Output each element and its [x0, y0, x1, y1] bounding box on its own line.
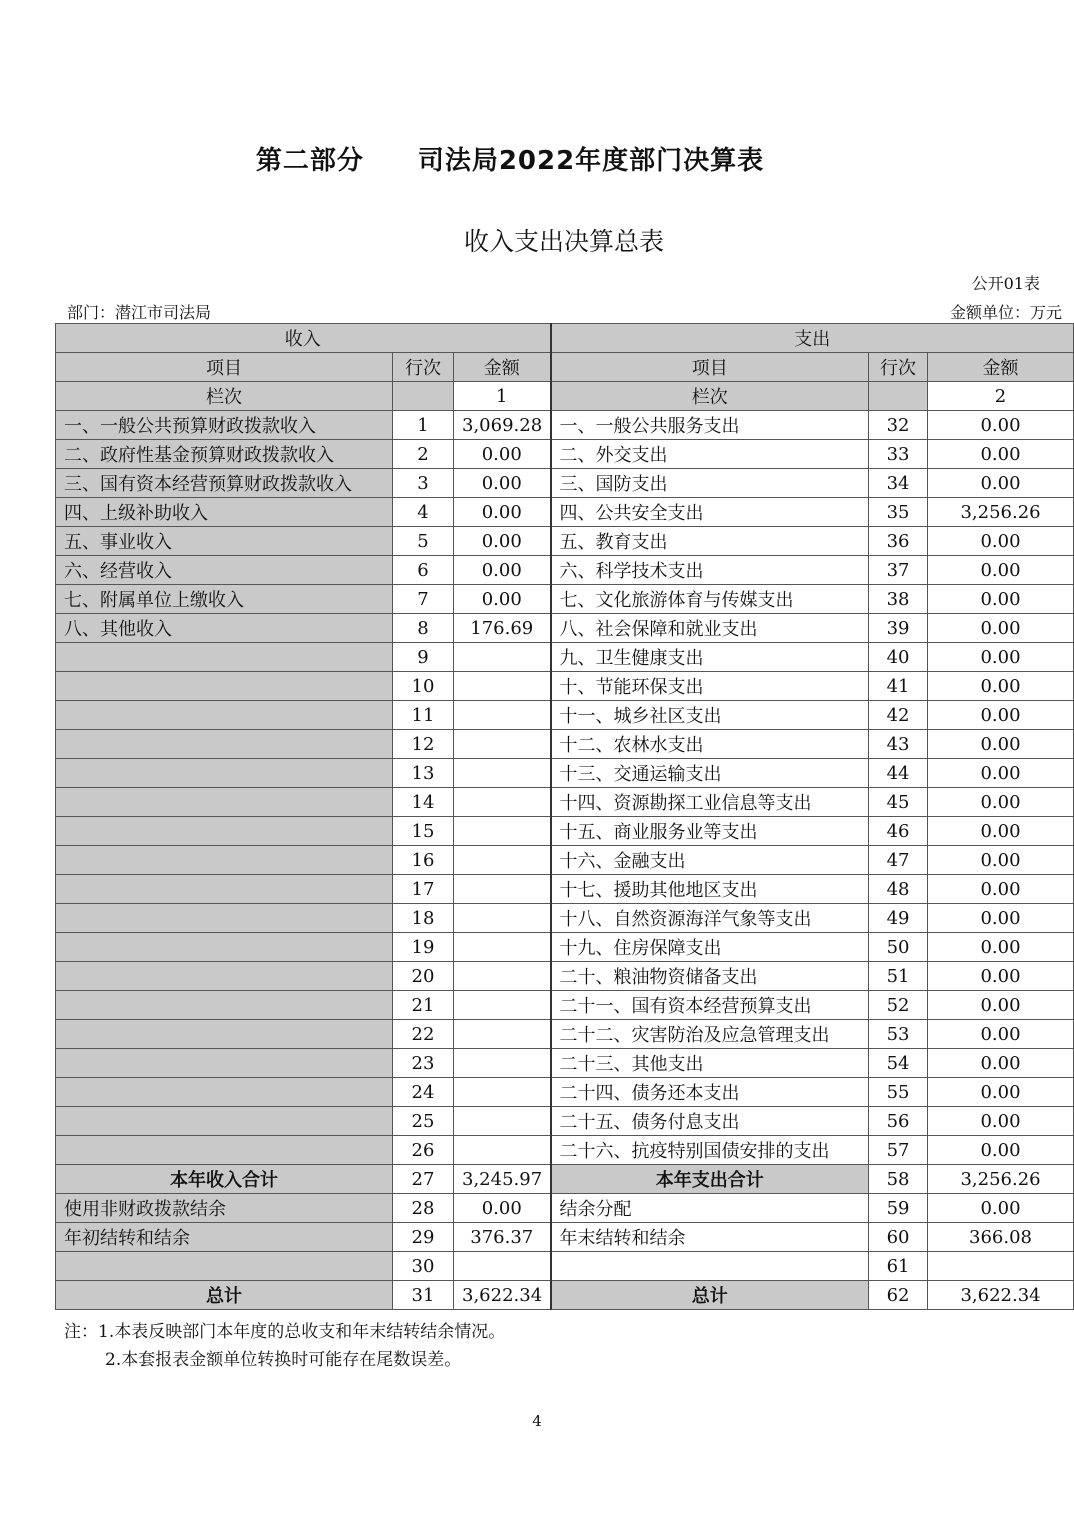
- income-item: [56, 1107, 393, 1136]
- income-item: [56, 701, 393, 730]
- income-amount: [454, 991, 551, 1020]
- expense-amount: 0.00: [928, 846, 1074, 875]
- expense-line: 35: [869, 498, 928, 527]
- expense-line: 62: [869, 1281, 928, 1310]
- expense-item: 本年支出合计: [551, 1165, 869, 1194]
- income-item: [56, 730, 393, 759]
- income-item: [56, 991, 393, 1020]
- income-line: 16: [393, 846, 454, 875]
- expense-item: 十一、城乡社区支出: [551, 701, 869, 730]
- expense-item: 二十四、债务还本支出: [551, 1078, 869, 1107]
- income-amount: 3,622.34: [454, 1281, 551, 1310]
- income-amount: [454, 846, 551, 875]
- income-item: [56, 1049, 393, 1078]
- expense-line: 33: [869, 440, 928, 469]
- income-line: 10: [393, 672, 454, 701]
- income-item: [56, 875, 393, 904]
- expense-line: 34: [869, 469, 928, 498]
- income-amount: [454, 1078, 551, 1107]
- income-line: 24: [393, 1078, 454, 1107]
- expense-item: 三、国防支出: [551, 469, 869, 498]
- table-row: [56, 585, 1074, 614]
- income-item: 总计: [56, 1281, 393, 1310]
- income-amount: [454, 730, 551, 759]
- expense-item: 结余分配: [551, 1194, 869, 1223]
- expense-line: 44: [869, 759, 928, 788]
- income-line-header: 行次: [393, 353, 454, 382]
- income-line: 14: [393, 788, 454, 817]
- expense-line: 53: [869, 1020, 928, 1049]
- department-label: 部门：潜江市司法局: [67, 303, 212, 322]
- expense-amount: [928, 1252, 1074, 1281]
- income-amount: 0.00: [454, 556, 551, 585]
- expense-amount: 0.00: [928, 1049, 1074, 1078]
- expense-line: 58: [869, 1165, 928, 1194]
- income-column-line: [393, 382, 454, 411]
- table-row: [56, 933, 1074, 962]
- table-row: [56, 904, 1074, 933]
- table-row: [56, 498, 1074, 527]
- expense-line: 50: [869, 933, 928, 962]
- expense-line: 36: [869, 527, 928, 556]
- expense-line: 61: [869, 1252, 928, 1281]
- expense-item: 十三、交通运输支出: [551, 759, 869, 788]
- note-1: 注：1.本表反映部门本年度的总收支和年末结转结余情况。: [64, 1322, 506, 1342]
- income-line: 1: [393, 411, 454, 440]
- table-row: [56, 411, 1074, 440]
- section-header-row: [56, 324, 1074, 353]
- table-row: [56, 440, 1074, 469]
- expense-amount: 3,256.26: [928, 498, 1074, 527]
- table-row: [56, 614, 1074, 643]
- table-row: [56, 1078, 1074, 1107]
- expense-amount: 0.00: [928, 991, 1074, 1020]
- income-item: 四、上级补助收入: [56, 498, 393, 527]
- table-row: [56, 1136, 1074, 1165]
- table-row: [56, 643, 1074, 672]
- income-line: 8: [393, 614, 454, 643]
- form-number: 公开01表: [971, 274, 1040, 293]
- income-item: 七、附属单位上缴收入: [56, 585, 393, 614]
- expense-line: 51: [869, 962, 928, 991]
- expense-amount: 366.08: [928, 1223, 1074, 1252]
- income-amount: 0.00: [454, 440, 551, 469]
- income-amount: [454, 1020, 551, 1049]
- expense-column-label: 栏次: [551, 382, 869, 411]
- income-amount: 0.00: [454, 498, 551, 527]
- expense-line: 49: [869, 904, 928, 933]
- income-column-number: 1: [454, 382, 551, 411]
- income-item: [56, 788, 393, 817]
- expense-item: 四、公共安全支出: [551, 498, 869, 527]
- income-item: 五、事业收入: [56, 527, 393, 556]
- table-row: [56, 788, 1074, 817]
- expense-amount: 0.00: [928, 1107, 1074, 1136]
- expense-line: 40: [869, 643, 928, 672]
- expense-line: 60: [869, 1223, 928, 1252]
- expense-item: 十二、农林水支出: [551, 730, 869, 759]
- table-row: [56, 730, 1074, 759]
- income-item: 本年收入合计: [56, 1165, 393, 1194]
- income-item: 年初结转和结余: [56, 1223, 393, 1252]
- income-line: 21: [393, 991, 454, 1020]
- note-2: 2.本套报表金额单位转换时可能存在尾数误差。: [105, 1350, 462, 1370]
- expense-line: 38: [869, 585, 928, 614]
- expense-item: 总计: [551, 1281, 869, 1310]
- expense-amount: 0.00: [928, 962, 1074, 991]
- expense-amount: 0.00: [928, 1020, 1074, 1049]
- income-amount: 176.69: [454, 614, 551, 643]
- income-amount: 0.00: [454, 469, 551, 498]
- expense-column-line: [869, 382, 928, 411]
- income-line: 6: [393, 556, 454, 585]
- expense-amount: 0.00: [928, 411, 1074, 440]
- income-line: 15: [393, 817, 454, 846]
- income-amount: 0.00: [454, 585, 551, 614]
- expense-item: 二十五、债务付息支出: [551, 1107, 869, 1136]
- income-line: 13: [393, 759, 454, 788]
- table-row: [56, 875, 1074, 904]
- grand-total-row: [56, 1281, 1074, 1310]
- income-item: [56, 933, 393, 962]
- income-line: 18: [393, 904, 454, 933]
- income-amount: [454, 875, 551, 904]
- table-row: [56, 701, 1074, 730]
- expense-item: 十八、自然资源海洋气象等支出: [551, 904, 869, 933]
- income-item: 八、其他收入: [56, 614, 393, 643]
- table-row: [56, 1223, 1074, 1252]
- expense-item: 十七、援助其他地区支出: [551, 875, 869, 904]
- expense-header: 支出: [551, 324, 1074, 353]
- income-item: [56, 1252, 393, 1281]
- income-item: 六、经营收入: [56, 556, 393, 585]
- income-item: [56, 1078, 393, 1107]
- table-row: [56, 1049, 1074, 1078]
- expense-amount-header: 金额: [928, 353, 1074, 382]
- income-line: 23: [393, 1049, 454, 1078]
- income-amount: [454, 1107, 551, 1136]
- expense-line: 37: [869, 556, 928, 585]
- income-item: [56, 759, 393, 788]
- expense-amount: 0.00: [928, 1078, 1074, 1107]
- table-row: [56, 817, 1074, 846]
- expense-amount: 3,622.34: [928, 1281, 1074, 1310]
- income-line: 22: [393, 1020, 454, 1049]
- income-line: 27: [393, 1165, 454, 1194]
- income-line: 28: [393, 1194, 454, 1223]
- expense-item: 十、节能环保支出: [551, 672, 869, 701]
- expense-line: 41: [869, 672, 928, 701]
- expense-line: 32: [869, 411, 928, 440]
- income-amount: 0.00: [454, 527, 551, 556]
- expense-amount: 0.00: [928, 875, 1074, 904]
- expense-amount: 0.00: [928, 1136, 1074, 1165]
- income-line: 25: [393, 1107, 454, 1136]
- income-amount: 376.37: [454, 1223, 551, 1252]
- income-amount: [454, 788, 551, 817]
- income-line: 30: [393, 1252, 454, 1281]
- expense-line: 59: [869, 1194, 928, 1223]
- expense-amount: 0.00: [928, 701, 1074, 730]
- expense-amount: 0.00: [928, 585, 1074, 614]
- income-line: 11: [393, 701, 454, 730]
- income-line: 19: [393, 933, 454, 962]
- table-row: [56, 527, 1074, 556]
- income-amount: 0.00: [454, 1194, 551, 1223]
- income-line: 17: [393, 875, 454, 904]
- expense-amount: 0.00: [928, 817, 1074, 846]
- income-line: 7: [393, 585, 454, 614]
- expense-line: 57: [869, 1136, 928, 1165]
- table-title: 收入支出决算总表: [463, 227, 664, 256]
- expense-line: 54: [869, 1049, 928, 1078]
- income-amount: [454, 1136, 551, 1165]
- expense-item: 二、外交支出: [551, 440, 869, 469]
- notes: [64, 1318, 505, 1374]
- column-number-row: [56, 382, 1074, 411]
- expense-item: 十六、金融支出: [551, 846, 869, 875]
- income-line: 2: [393, 440, 454, 469]
- income-line: 3: [393, 469, 454, 498]
- expense-item: 二十二、灾害防治及应急管理支出: [551, 1020, 869, 1049]
- income-line: 9: [393, 643, 454, 672]
- table-row: [56, 672, 1074, 701]
- expense-item: 二十六、抗疫特别国债安排的支出: [551, 1136, 869, 1165]
- table-row: [56, 759, 1074, 788]
- table-row: [56, 1252, 1074, 1281]
- expense-line: 43: [869, 730, 928, 759]
- income-amount: [454, 643, 551, 672]
- income-amount: [454, 672, 551, 701]
- expense-item: 二十三、其他支出: [551, 1049, 869, 1078]
- income-line: 31: [393, 1281, 454, 1310]
- expense-item: 十五、商业服务业等支出: [551, 817, 869, 846]
- expense-amount: 0.00: [928, 556, 1074, 585]
- income-item-header: 项目: [56, 353, 393, 382]
- expense-line: 46: [869, 817, 928, 846]
- expense-line: 48: [869, 875, 928, 904]
- income-item: [56, 1020, 393, 1049]
- expense-line: 42: [869, 701, 928, 730]
- expense-amount: 0.00: [928, 730, 1074, 759]
- expense-item-header: 项目: [551, 353, 869, 382]
- income-line: 26: [393, 1136, 454, 1165]
- table-row: [56, 469, 1074, 498]
- income-line: 4: [393, 498, 454, 527]
- expense-item: 六、科学技术支出: [551, 556, 869, 585]
- income-line: 29: [393, 1223, 454, 1252]
- expense-line: 47: [869, 846, 928, 875]
- income-item: [56, 672, 393, 701]
- expense-line: 39: [869, 614, 928, 643]
- income-line: 12: [393, 730, 454, 759]
- expense-line: 56: [869, 1107, 928, 1136]
- expense-item: [551, 1252, 869, 1281]
- income-item: [56, 962, 393, 991]
- expense-item: 五、教育支出: [551, 527, 869, 556]
- income-item: 一、一般公共预算财政拨款收入: [56, 411, 393, 440]
- table-row: [56, 846, 1074, 875]
- expense-amount: 0.00: [928, 904, 1074, 933]
- expense-item: 二十、粮油物资储备支出: [551, 962, 869, 991]
- year-total-row: [56, 1165, 1074, 1194]
- income-item: [56, 817, 393, 846]
- amount-unit-label: 金额单位：万元: [949, 303, 1062, 322]
- income-amount: 3,069.28: [454, 411, 551, 440]
- income-item: [56, 1136, 393, 1165]
- expense-item: 十九、住房保障支出: [551, 933, 869, 962]
- table-row: [56, 1020, 1074, 1049]
- expense-amount: 0.00: [928, 527, 1074, 556]
- expense-amount: 0.00: [928, 643, 1074, 672]
- expense-amount: 0.00: [928, 933, 1074, 962]
- income-item: 二、政府性基金预算财政拨款收入: [56, 440, 393, 469]
- expense-amount: 0.00: [928, 672, 1074, 701]
- income-amount: [454, 1252, 551, 1281]
- income-amount: [454, 1049, 551, 1078]
- income-amount: [454, 962, 551, 991]
- expense-amount: 0.00: [928, 759, 1074, 788]
- expense-item: 一、一般公共服务支出: [551, 411, 869, 440]
- table-row: [56, 962, 1074, 991]
- income-amount: [454, 817, 551, 846]
- income-item: 三、国有资本经营预算财政拨款收入: [56, 469, 393, 498]
- income-header: 收入: [56, 324, 551, 353]
- expense-line: 52: [869, 991, 928, 1020]
- page-number: 4: [532, 1412, 542, 1430]
- income-line: 20: [393, 962, 454, 991]
- expense-amount: 0.00: [928, 614, 1074, 643]
- income-item: [56, 643, 393, 672]
- table-row: [56, 556, 1074, 585]
- expense-amount: 3,256.26: [928, 1165, 1074, 1194]
- income-amount: [454, 904, 551, 933]
- expense-amount: 0.00: [928, 1194, 1074, 1223]
- expense-line-header: 行次: [869, 353, 928, 382]
- expense-amount: 0.00: [928, 440, 1074, 469]
- expense-item: 二十一、国有资本经营预算支出: [551, 991, 869, 1020]
- income-item: [56, 904, 393, 933]
- expense-item: 八、社会保障和就业支出: [551, 614, 869, 643]
- part-title: 第二部分 司法局2022年度部门决算表: [255, 146, 765, 176]
- income-amount: [454, 701, 551, 730]
- expense-line: 45: [869, 788, 928, 817]
- income-line: 5: [393, 527, 454, 556]
- table-row: [56, 1194, 1074, 1223]
- expense-amount: 0.00: [928, 788, 1074, 817]
- expense-item: 年末结转和结余: [551, 1223, 869, 1252]
- table-row: [56, 1107, 1074, 1136]
- expense-item: 九、卫生健康支出: [551, 643, 869, 672]
- income-column-label: 栏次: [56, 382, 393, 411]
- table-row: [56, 991, 1074, 1020]
- column-header-row: [56, 353, 1074, 382]
- expense-item: 十四、资源勘探工业信息等支出: [551, 788, 869, 817]
- expense-amount: 0.00: [928, 469, 1074, 498]
- income-amount-header: 金额: [454, 353, 551, 382]
- income-amount: [454, 759, 551, 788]
- expense-column-number: 2: [928, 382, 1074, 411]
- expense-item: 七、文化旅游体育与传媒支出: [551, 585, 869, 614]
- income-amount: 3,245.97: [454, 1165, 551, 1194]
- income-amount: [454, 933, 551, 962]
- income-item: [56, 846, 393, 875]
- income-item: 使用非财政拨款结余: [56, 1194, 393, 1223]
- income-expense-table: [55, 323, 1074, 1310]
- expense-line: 55: [869, 1078, 928, 1107]
